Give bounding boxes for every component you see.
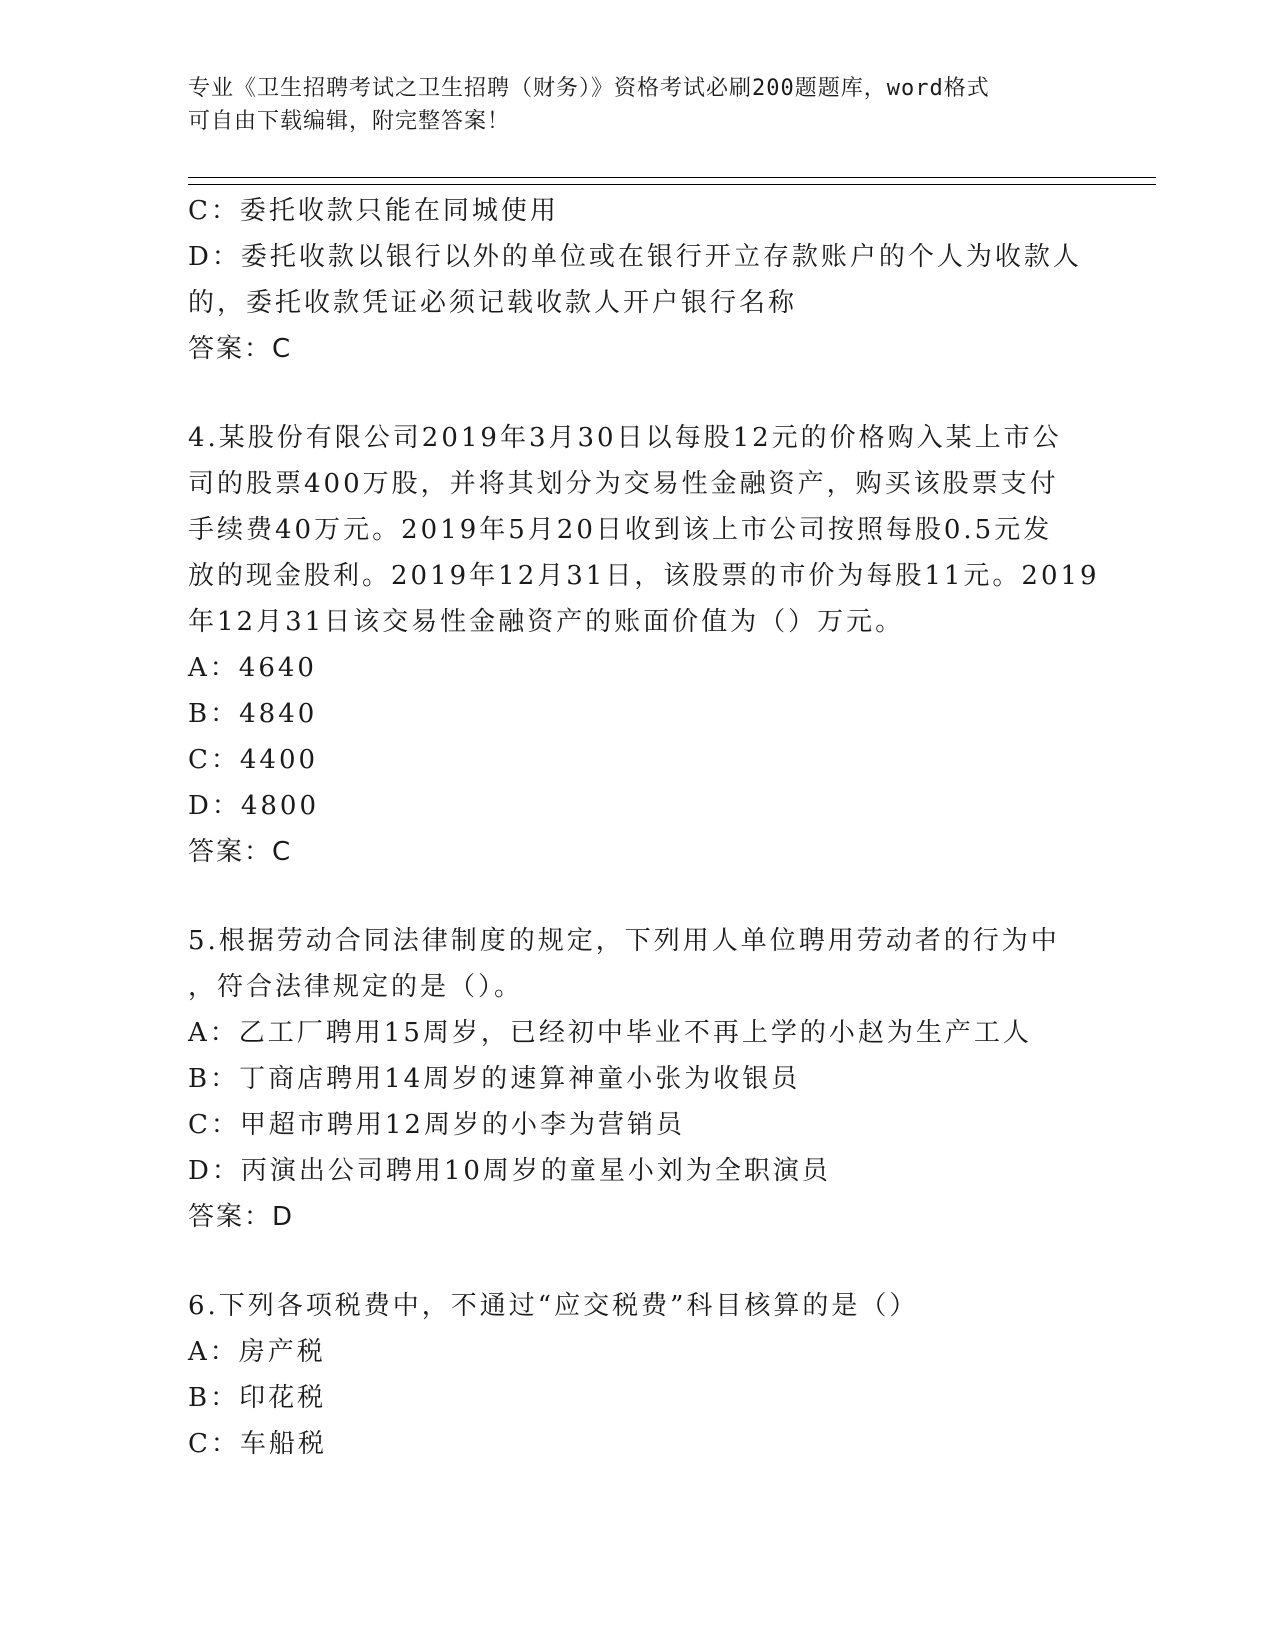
q4-stem-line-5: 年12月31日该交易性金融资产的账面价值为（）万元。 [188, 607, 905, 637]
header-divider-bottom [188, 184, 1156, 185]
q4-stem-line-1: 4.某股份有限公司2019年3月30日以每股12元的价格购入某上市公 [188, 423, 1062, 453]
q4-option-a: A：4640 [188, 653, 317, 683]
q4-option-b: B：4840 [188, 699, 318, 729]
q3-option-d-line-2: 的，委托收款凭证必须记载收款人开户银行名称 [188, 288, 798, 318]
header-title-line-2: 可自由下载编辑，附完整答案！ [188, 109, 511, 134]
spacer [188, 372, 1088, 415]
q6-option-a: A：房产税 [188, 1337, 326, 1367]
q4-option-d: D：4800 [188, 791, 320, 821]
q5-option-b: B：丁商店聘用14周岁的速算神童小张为收银员 [188, 1064, 801, 1094]
q3-option-d-line-1: D：委托收款以银行以外的单位或在银行开立存款账户的个人为收款人 [188, 242, 1082, 272]
question-content [188, 188, 1100, 1467]
q6-option-c: C：车船税 [188, 1429, 327, 1459]
q5-option-c: C：甲超市聘用12周岁的小李为营销员 [188, 1110, 685, 1140]
q4-stem-line-3: 手续费40万元。2019年5月20日收到该上市公司按照每股0.5元发 [188, 515, 1053, 545]
q5-answer: 答案：D [188, 1202, 295, 1232]
question-5 [188, 918, 1088, 1240]
q5-option-a: A：乙工厂聘用15周岁，已经初中毕业不再上学的小赵为生产工人 [188, 1018, 1032, 1048]
q4-answer: 答案：C [188, 837, 293, 867]
question-4 [188, 415, 1100, 875]
spacer [188, 1240, 1088, 1283]
q4-stem-line-4: 放的现金股利。2019年12月31日，该股票的市价为每股11元。2019 [188, 561, 1100, 591]
document-header [188, 72, 1088, 138]
q6-stem-line-1: 6.下列各项税费中，不通过“应交税费”科目核算的是（） [188, 1291, 919, 1321]
q3-answer: 答案：C [188, 334, 293, 364]
q6-option-b: B：印花税 [188, 1383, 327, 1413]
q4-stem-line-2: 司的股票400万股，并将其划分为交易性金融资产，购买该股票支付 [188, 469, 1059, 499]
question-3 [188, 188, 1088, 372]
header-title-line-1: 专业《卫生招聘考试之卫生招聘（财务）》资格考试必刷200题题库，word格式 [188, 76, 990, 101]
q5-stem-line-1: 5.根据劳动合同法律制度的规定，下列用人单位聘用劳动者的行为中 [188, 926, 1060, 956]
header-divider-top [188, 177, 1156, 178]
q4-option-c: C：4400 [188, 745, 319, 775]
spacer [188, 875, 1088, 918]
q3-option-c: C：委托收款只能在同城使用 [188, 196, 559, 226]
q5-option-d: D：丙演出公司聘用10周岁的童星小刘为全职演员 [188, 1156, 831, 1186]
q5-stem-line-2: ，符合法律规定的是（）。 [188, 972, 524, 1002]
question-6 [188, 1283, 1088, 1467]
